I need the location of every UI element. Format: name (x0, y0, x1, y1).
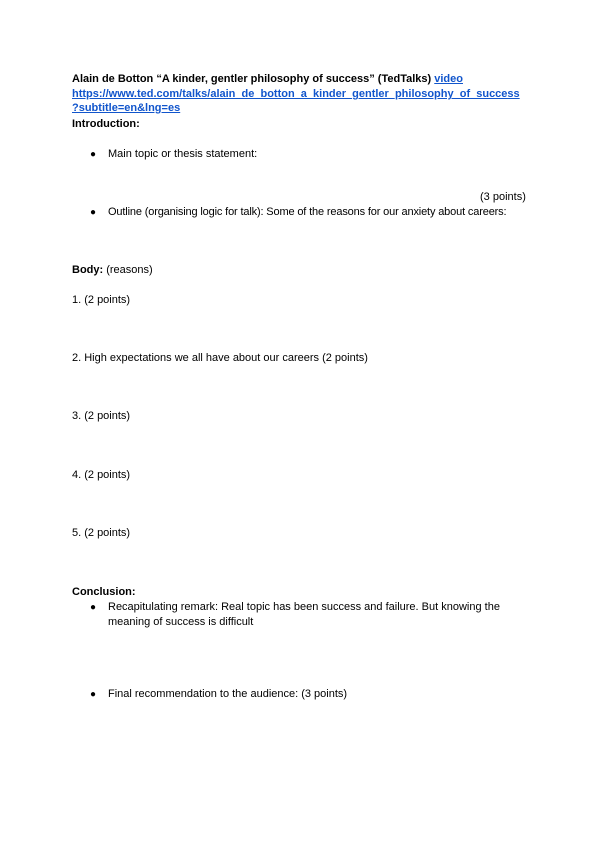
bullet-icon: ● (90, 602, 97, 613)
intro-points-note: (3 points) (480, 191, 526, 203)
conclusion-item-recap-line2: meaning of success is difficult (108, 616, 254, 628)
conclusion-heading: Conclusion: (72, 586, 136, 598)
bullet-icon: ● (90, 689, 97, 700)
bullet-icon: ● (90, 207, 97, 218)
body-item-1: 1. (2 points) (72, 294, 131, 306)
introduction-heading: Introduction: (72, 118, 140, 130)
body-heading-suffix: (reasons) (103, 264, 153, 276)
body-item-4: 4. (2 points) (72, 469, 131, 481)
body-item-5: 5. (2 points) (72, 527, 131, 539)
bullet-icon: ● (90, 149, 97, 160)
document-title-line (72, 72, 463, 86)
video-link[interactable]: video (434, 73, 463, 85)
intro-item-thesis: Main topic or thesis statement: (108, 148, 258, 160)
body-heading: Body: (72, 264, 104, 276)
conclusion-item-final: Final recommendation to the audience: (3 points) (108, 688, 348, 700)
ted-url-link-line2[interactable]: ?subtitle=en&lng=es (72, 102, 181, 114)
body-item-3: 3. (2 points) (72, 410, 131, 422)
document-title: Alain de Botton “A kinder, gentler philosophy of success” (TedTalks) (72, 73, 432, 85)
body-item-2: 2. High expectations we all have about our careers (2 points) (72, 352, 368, 364)
conclusion-item-recap-line1: Recapitulating remark: Real topic has been success and failure. But knowing the (108, 601, 500, 613)
intro-item-outline: Outline (organising logic for talk): Some of the reasons for our anxiety about careers: (108, 206, 507, 218)
ted-url-link-line1[interactable]: https://www.ted.com/talks/alain_de_botton_a_kinder_gentler_philosophy_of_success (72, 88, 520, 100)
body-heading-line (72, 263, 153, 277)
